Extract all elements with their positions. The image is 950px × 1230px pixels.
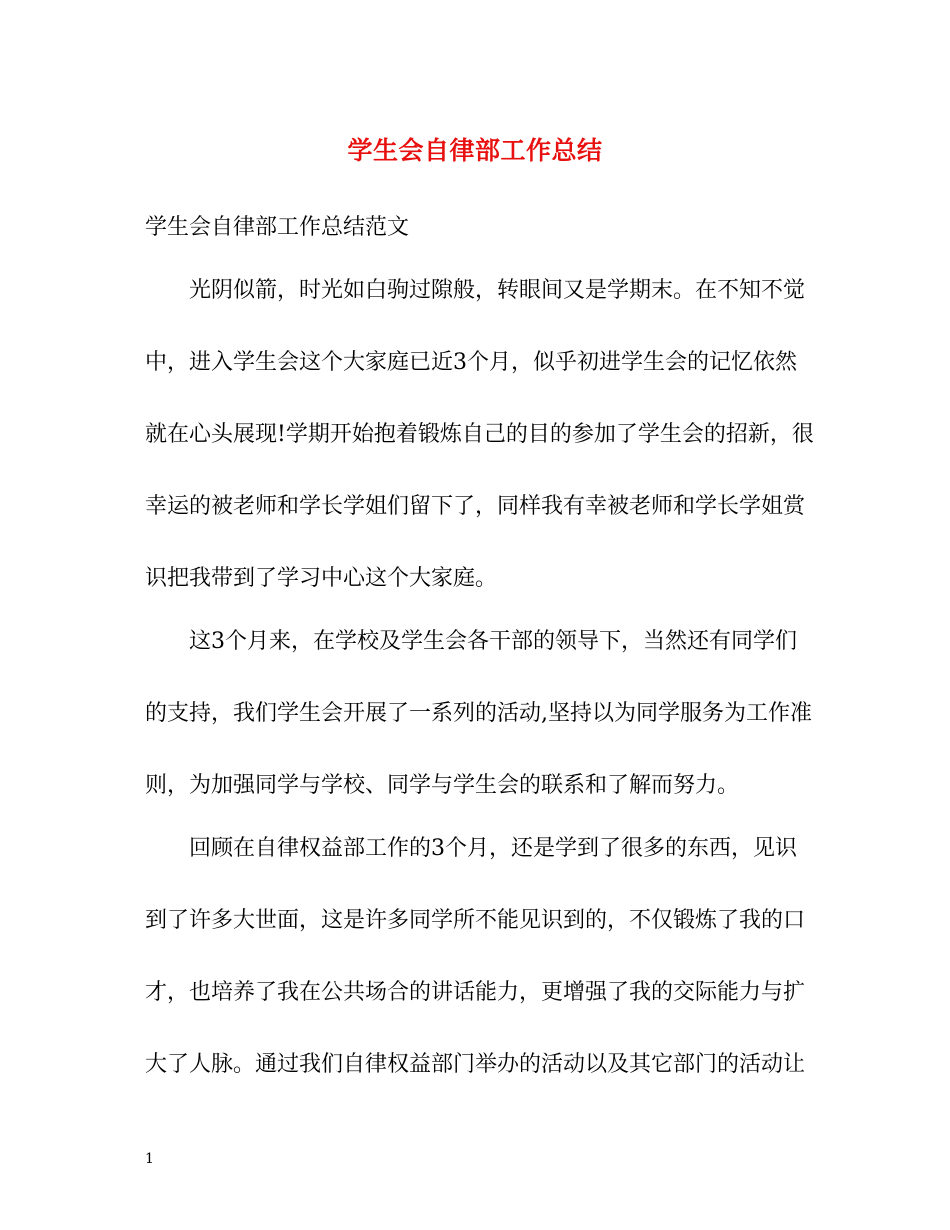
document-title: 学生会自律部工作总结 bbox=[347, 136, 603, 165]
text-line: 到了许多大世面，这是许多同学所不能见识到的，不仅锻炼了我的口 bbox=[145, 908, 806, 933]
text-line: 这3个月来，在学校及学生会各干部的领导下，当然还有同学们 bbox=[189, 629, 797, 654]
text-line: 大了人脉。通过我们自律权益部门举办的活动以及其它部门的活动让 bbox=[145, 1052, 806, 1077]
text-line: 识把我带到了学习中心这个大家庭。 bbox=[145, 566, 498, 591]
paragraph-1 bbox=[145, 277, 814, 593]
document-body bbox=[145, 214, 814, 1114]
text-line: 光阴似箭，时光如白驹过隙般，转眼间又是学期末。在不知不觉 bbox=[189, 278, 806, 303]
text-line: 回顾在自律权益部工作的3个月，还是学到了很多的东西，见识 bbox=[189, 836, 797, 861]
text-line: 中，进入学生会这个大家庭已近3个月，似乎初进学生会的记忆依然 bbox=[145, 350, 797, 375]
document-subtitle: 学生会自律部工作总结范文 bbox=[145, 215, 410, 240]
page-number: 1 bbox=[145, 1151, 154, 1167]
paragraph-3 bbox=[145, 835, 810, 1079]
paragraph-2 bbox=[145, 628, 810, 800]
text-line: 则，为加强同学与学校、同学与学生会的联系和了解而努力。 bbox=[145, 773, 740, 798]
text-line: 的支持，我们学生会开展了一系列的活动,坚持以为同学服务为工作准 bbox=[145, 701, 812, 726]
text-line: 才，也培养了我在公共场合的讲话能力，更增强了我的交际能力与扩 bbox=[145, 980, 806, 1005]
text-line: 就在心头展现!学期开始抱着锻炼自己的目的参加了学生会的招新，很 bbox=[145, 422, 814, 447]
text-line: 幸运的被老师和学长学姐们留下了，同样我有幸被老师和学长学姐赏 bbox=[145, 494, 806, 519]
